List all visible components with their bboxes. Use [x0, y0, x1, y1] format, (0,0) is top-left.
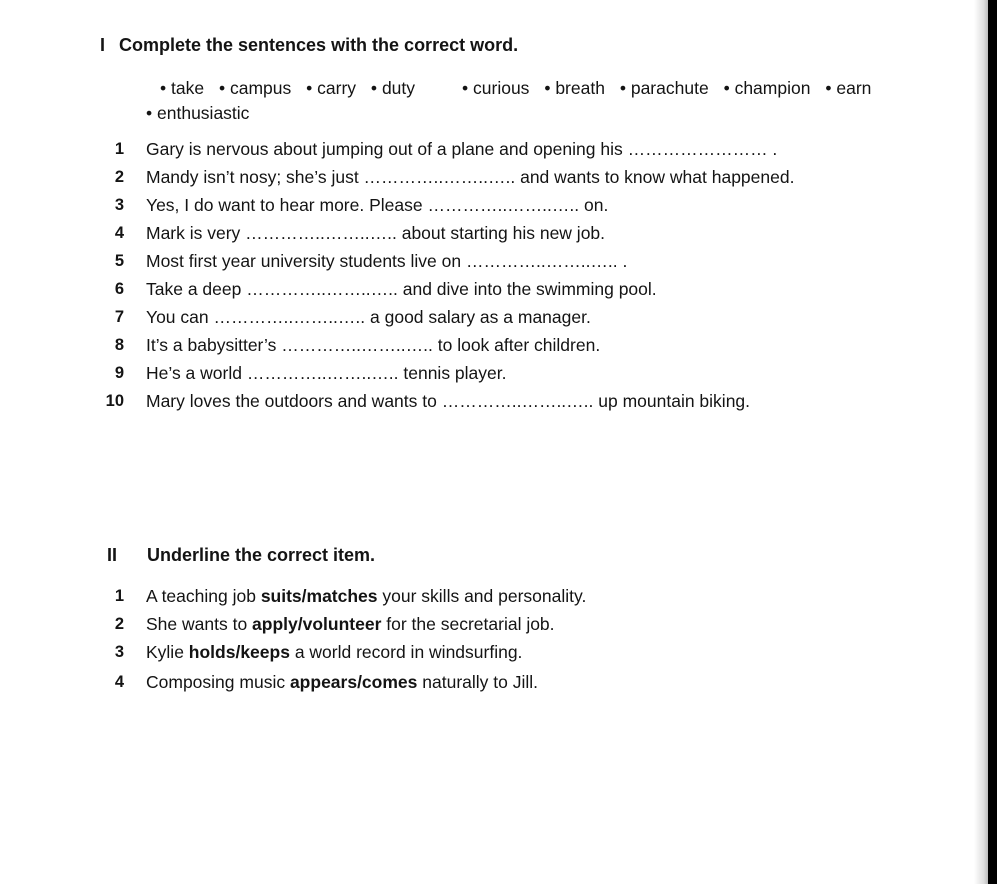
item-sentence: Mary loves the outdoors and wants to …………..……..….. up mountain biking. [146, 391, 751, 411]
section-2-number: II [107, 545, 118, 565]
word-bank-item: • campus [218, 78, 292, 98]
word-bank-line-2 [146, 103, 249, 124]
word-bank-item: • carry [306, 78, 357, 98]
item-number: 2 [114, 168, 124, 186]
item-sentence: A teaching job suits/matches your skills and personality. [146, 586, 587, 606]
word-bank-item: • earn [825, 78, 872, 98]
answer-options: apply/volunteer [252, 614, 382, 634]
page-edge-shadow [974, 0, 988, 884]
word-bank-item: • duty [370, 78, 416, 98]
item-number: 7 [114, 308, 124, 326]
item-sentence: Yes, I do want to hear more. Please …………..……..….. on. [146, 195, 609, 215]
item-sentence: He’s a world …………..……..….. tennis player. [146, 363, 507, 383]
word-bank-line-1b [462, 78, 871, 99]
item-sentence: She wants to apply/volunteer for the secretarial job. [146, 614, 555, 634]
item-sentence: Gary is nervous about jumping out of a plane and opening his …………………… . [146, 139, 778, 159]
item-sentence: Mandy isn’t nosy; she’s just …………..……..….. and wants to know what happened. [146, 167, 795, 187]
item-number: 3 [114, 196, 124, 214]
item-number: 3 [114, 643, 124, 661]
item-number: 9 [114, 364, 124, 382]
section-2-title: Underline the correct item. [147, 545, 376, 565]
word-bank-item: • champion [723, 78, 811, 98]
word-bank-item: • parachute [619, 78, 709, 98]
answer-options: holds/keeps [188, 642, 290, 662]
word-bank-item: • curious [462, 78, 530, 98]
answer-options: suits/matches [260, 586, 378, 606]
word-bank-line-1 [160, 78, 415, 99]
item-number: 4 [114, 224, 124, 242]
item-number: 2 [114, 615, 124, 633]
word-bank-item: • take [160, 78, 205, 98]
item-number: 8 [114, 336, 124, 354]
section-1-number: I [100, 35, 106, 55]
section-1-heading [100, 35, 518, 56]
item-sentence: Mark is very …………..……..….. about starting his new job. [146, 223, 606, 243]
word-bank-item: • enthusiastic [146, 103, 250, 123]
item-number: 1 [114, 140, 124, 158]
section-2-heading [107, 545, 375, 566]
item-sentence: Most first year university students live on …………..……..….. . [146, 251, 628, 271]
section-1-title: Complete the sentences with the correct word. [119, 35, 519, 55]
item-sentence: Kylie holds/keeps a world record in windsurfing. [146, 642, 523, 662]
answer-options: appears/comes [289, 672, 418, 692]
item-number: 6 [114, 280, 124, 298]
item-number: 10 [105, 392, 124, 410]
item-sentence: You can …………..……..….. a good salary as a manager. [146, 307, 591, 327]
item-number: 4 [114, 673, 124, 691]
item-sentence: It’s a babysitter’s …………..……..….. to look after children. [146, 335, 601, 355]
item-number: 1 [114, 587, 124, 605]
item-number: 5 [114, 252, 124, 270]
item-sentence: Take a deep …………..……..….. and dive into the swimming pool. [146, 279, 657, 299]
item-sentence: Composing music appears/comes naturally to Jill. [146, 672, 538, 692]
word-bank-item: • breath [544, 78, 605, 98]
